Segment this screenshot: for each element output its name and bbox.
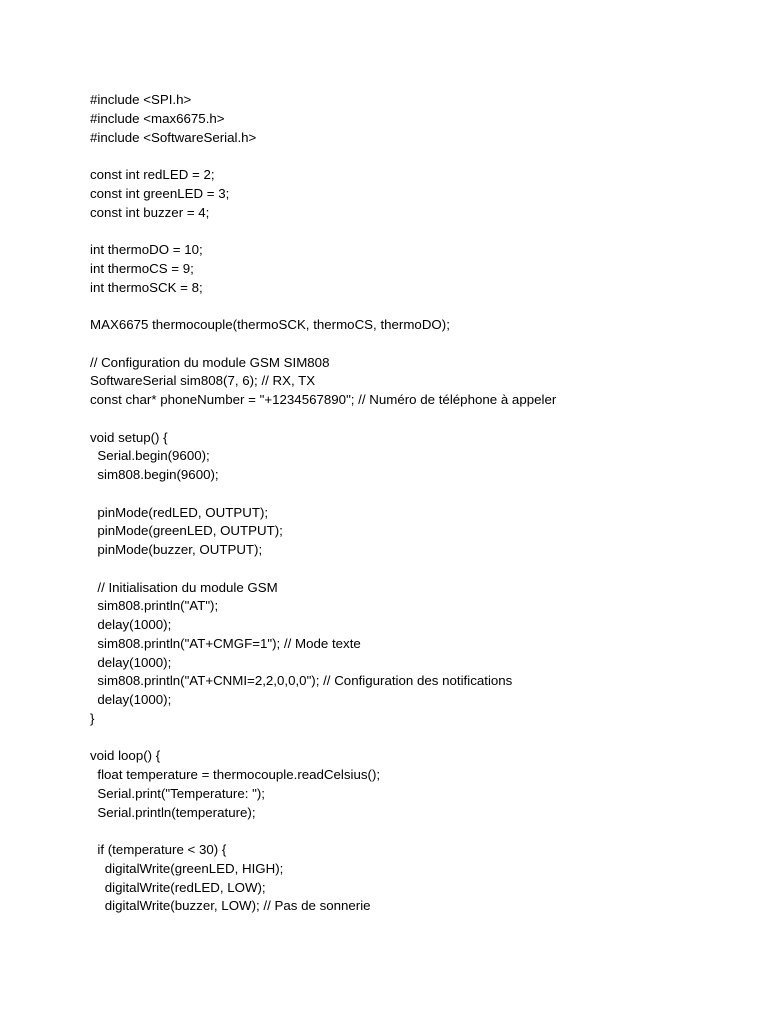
code-line (90, 729, 750, 748)
code-line: } (90, 710, 95, 726)
code-line: pinMode(redLED, OUTPUT); (90, 504, 269, 520)
code-line: if (temperature < 30) { (90, 842, 227, 857)
code-document (90, 91, 750, 916)
code-line: delay(1000); (90, 692, 172, 707)
code-line: Serial.print("Temperature: "); (90, 785, 265, 801)
code-line: sim808.begin(9600); (90, 467, 219, 482)
code-line: void setup() { (90, 429, 168, 445)
code-line: delay(1000); (90, 654, 172, 670)
code-line: digitalWrite(redLED, LOW); (90, 879, 266, 895)
code-line: Serial.println(temperature); (90, 804, 256, 820)
code-line (90, 560, 750, 579)
code-line: int thermoCS = 9; (90, 260, 194, 276)
code-line: digitalWrite(buzzer, LOW); // Pas de sonnerie (90, 898, 371, 914)
code-line (90, 822, 750, 841)
code-line: const char* phoneNumber = "+1234567890"; // Numéro de téléphone à appeler (90, 392, 557, 407)
code-line: const int buzzer = 4; (90, 204, 210, 220)
code-line: sim808.println("AT+CMGF=1"); // Mode texte (90, 635, 361, 651)
code-line: #include <SoftwareSerial.h> (90, 129, 257, 145)
code-line: pinMode(buzzer, OUTPUT); (90, 542, 263, 557)
code-line: const int greenLED = 3; (90, 185, 230, 201)
code-line: pinMode(greenLED, OUTPUT); (90, 523, 283, 539)
code-line (90, 222, 750, 241)
code-line: Serial.begin(9600); (90, 448, 210, 464)
code-line (90, 335, 750, 354)
code-line (90, 410, 750, 429)
code-line (90, 485, 750, 504)
code-line: digitalWrite(greenLED, HIGH); (90, 860, 284, 876)
code-line: const int redLED = 2; (90, 167, 215, 182)
code-line: float temperature = thermocouple.readCelsius(); (90, 767, 381, 782)
code-line: sim808.println("AT"); (90, 598, 219, 614)
code-line: void loop() { (90, 748, 161, 764)
code-line (90, 297, 750, 316)
code-line (90, 147, 750, 166)
code-line: sim808.println("AT+CNMI=2,2,0,0,0"); // Configuration des notifications (90, 673, 513, 689)
code-line: SoftwareSerial sim808(7, 6); // RX, TX (90, 373, 316, 389)
code-line: delay(1000); (90, 617, 172, 632)
code-line: MAX6675 thermocouple(thermoSCK, thermoCS, thermoDO); (90, 317, 450, 332)
code-line: // Initialisation du module GSM (90, 579, 278, 595)
code-line: // Configuration du module GSM SIM808 (90, 354, 330, 370)
code-line: int thermoDO = 10; (90, 242, 203, 257)
code-line: int thermoSCK = 8; (90, 279, 203, 295)
code-line: #include <SPI.h> (90, 92, 192, 107)
code-line: #include <max6675.h> (90, 110, 225, 126)
